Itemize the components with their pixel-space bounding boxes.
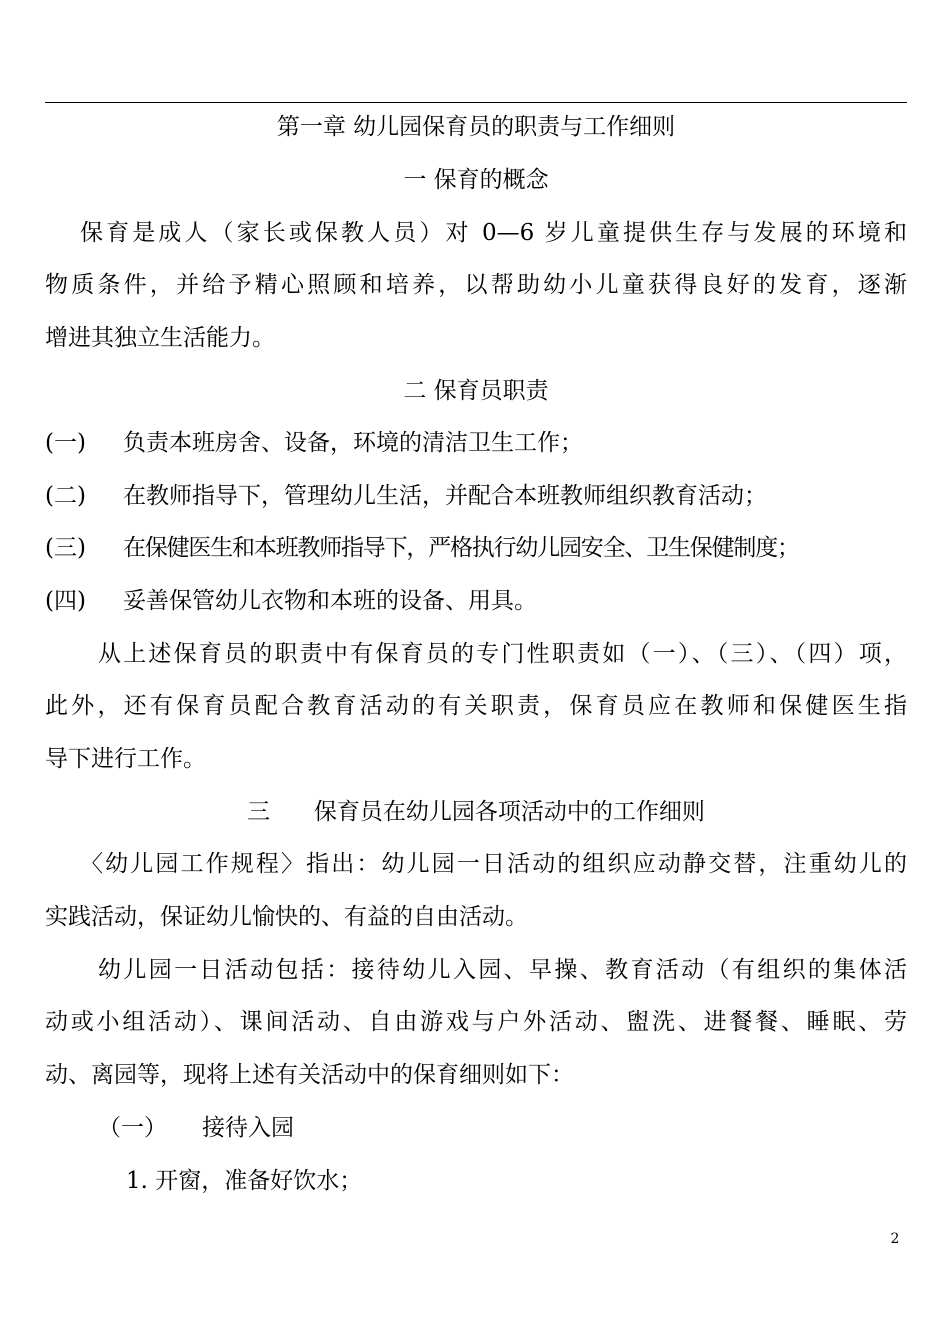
page-number: 2	[890, 1231, 900, 1247]
duty-item-text: 在教师指导下，管理幼儿生活，并配合本班教师组织教育活动；	[123, 483, 767, 509]
summary-line: 导下进行工作。	[45, 746, 206, 772]
subheading-number: （一）	[98, 1115, 167, 1141]
duty-item	[45, 428, 907, 458]
duty-item-number: (四)	[45, 588, 86, 614]
duty-item-text: 妥善保管幼儿衣物和本班的设备、用具。	[123, 588, 537, 614]
paragraph-line: 动、离园等，现将上述有关活动中的保育细则如下：	[45, 1062, 574, 1088]
duty-item-number: (一)	[45, 430, 86, 456]
step-item: 1. 开窗，准备好饮水；	[126, 1168, 363, 1194]
section-heading-concept: 一 保育的概念	[403, 167, 549, 193]
duty-item	[45, 533, 907, 563]
chapter-title: 第一章 幼儿园保育员的职责与工作细则	[276, 114, 676, 140]
paragraph-line: 〈幼儿园工作规程〉指出：幼儿园一日活动的组织应动静交替，注重幼儿的	[80, 851, 907, 877]
summary-line: 从上述保育员的职责中有保育员的专门性职责如（一）、（三）、（四）项，	[98, 641, 907, 667]
paragraph-line: 动或小组活动）、课间活动、自由游戏与户外活动、盥洗、进餐餐、睡眠、劳	[45, 1009, 907, 1035]
duty-item-number: (二)	[45, 483, 86, 509]
section-heading-duties: 二 保育员职责	[403, 378, 549, 404]
paragraph-line: 增进其独立生活能力。	[45, 325, 275, 351]
duty-item-text: 负责本班房舍、设备，环境的清洁卫生工作；	[123, 430, 583, 456]
subheading-text: 接待入园	[202, 1115, 294, 1141]
duty-item-text: 在保健医生和本班教师指导下，严格执行幼儿园安全、卫生保健制度；	[123, 535, 799, 561]
summary-line: 此外，还有保育员配合教育活动的有关职责，保育员应在教师和保健医生指	[45, 693, 907, 719]
paragraph-line: 实践活动，保证幼儿愉快的、有益的自由活动。	[45, 904, 528, 930]
paragraph-line: 物质条件，并给予精心照顾和培养，以帮助幼小儿童获得良好的发育，逐渐	[45, 272, 907, 298]
duty-item	[45, 481, 907, 511]
subheading-reception	[98, 1113, 907, 1143]
duty-item-number: (三)	[45, 535, 86, 561]
paragraph-line: 保育是成人（家长或保教人员）对 0—6 岁儿童提供生存与发展的环境和	[80, 220, 907, 246]
header-rule	[45, 102, 907, 103]
section-heading-details: 三 保育员在幼儿园各项活动中的工作细则	[247, 799, 705, 825]
duty-item	[45, 586, 907, 616]
paragraph-line: 幼儿园一日活动包括：接待幼儿入园、早操、教育活动（有组织的集体活	[98, 957, 907, 983]
